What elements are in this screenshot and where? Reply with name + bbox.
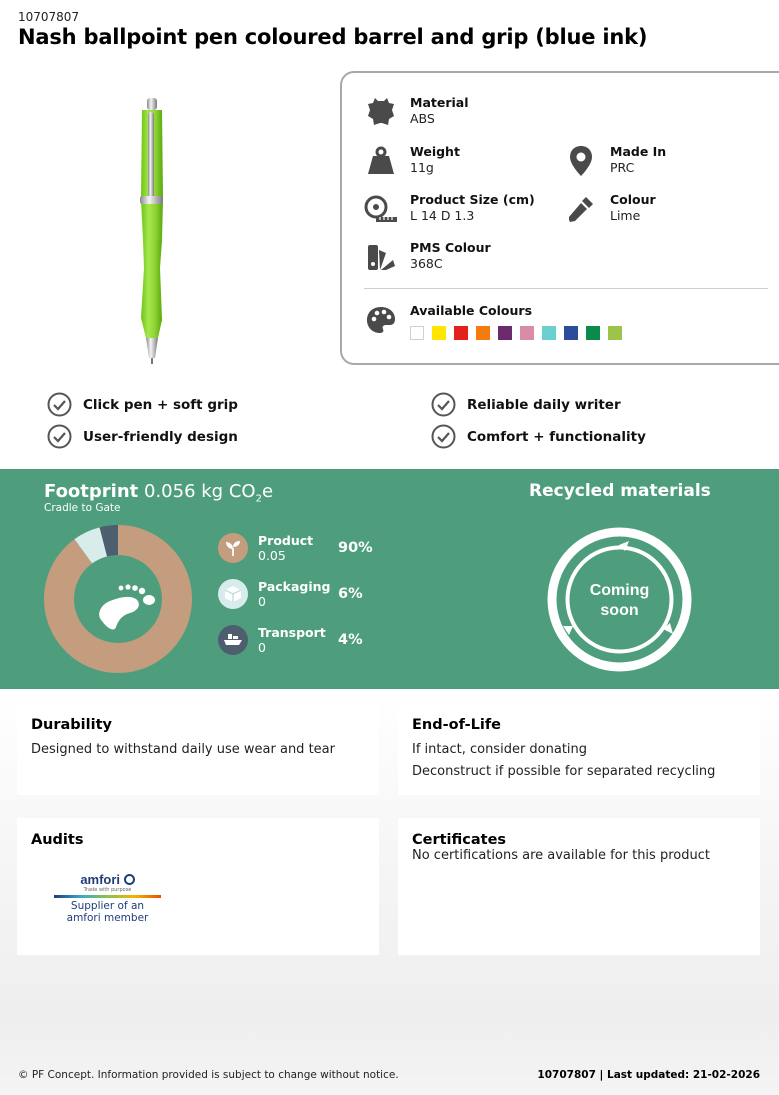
footprint-row-transport <box>218 625 363 655</box>
end-of-life-card <box>398 703 760 795</box>
footprint-item-value: 0 <box>258 594 266 609</box>
certificates-card <box>398 818 760 955</box>
footprint-row-packaging <box>218 579 363 609</box>
amfori-tagline: Trade with purpose <box>83 887 132 893</box>
feature-label: Comfort + functionality <box>467 428 646 445</box>
spec-label: Product Size (cm) <box>410 192 535 207</box>
color-dropper-icon <box>564 192 598 226</box>
spec-weight <box>364 144 460 178</box>
spec-label: Colour <box>610 192 656 207</box>
footer-sku: 10707807 <box>537 1069 596 1081</box>
feature-item <box>431 392 621 417</box>
spec-made-in <box>564 144 666 178</box>
spec-label: PMS Colour <box>410 240 491 255</box>
spec-colour <box>564 192 656 226</box>
spec-label: Made In <box>610 144 667 159</box>
footprint-item-name: Transport <box>258 625 326 640</box>
footer-updated: Last updated: 21-02-2026 <box>607 1069 760 1081</box>
location-pin-icon <box>564 144 598 178</box>
amfori-brand: amfori <box>80 872 121 887</box>
check-circle-icon <box>431 392 456 417</box>
footprint-item-percent: 4% <box>338 632 363 648</box>
spec-pms <box>364 240 491 274</box>
spec-divider <box>364 288 768 289</box>
recycle-icon <box>545 525 694 674</box>
audits-card <box>17 818 379 955</box>
spec-value: PRC <box>610 160 635 175</box>
colour-swatch <box>520 326 534 340</box>
footprint-donut-chart <box>44 525 192 673</box>
spec-value: 368C <box>410 256 443 271</box>
leaf-sprout-icon <box>218 533 248 563</box>
cargo-ship-icon <box>218 625 248 655</box>
footer-meta <box>537 1069 760 1081</box>
end-of-life-line-1: If intact, consider donating <box>412 742 588 757</box>
colour-swatch <box>564 326 578 340</box>
feature-label: Click pen + soft grip <box>83 396 238 413</box>
recycled-line-1: Coming <box>589 582 650 599</box>
certificates-title: Certificates <box>412 832 507 848</box>
amfori-line-1: Supplier of an <box>70 900 145 912</box>
spec-value: ABS <box>410 111 435 126</box>
footprint-item-percent: 90% <box>338 540 373 556</box>
colour-swatch <box>476 326 490 340</box>
amfori-logo <box>50 873 165 935</box>
amfori-line-2: amfori member <box>66 912 149 924</box>
specifications-card <box>340 71 779 365</box>
durability-text: Designed to withstand daily use wear and tear <box>31 742 335 757</box>
product-sku: 10707807 <box>18 10 80 24</box>
durability-card <box>17 703 379 795</box>
spec-label: Weight <box>410 144 460 159</box>
amfori-ring-icon <box>124 874 135 885</box>
check-circle-icon <box>47 392 72 417</box>
footprint-item-name: Product <box>258 533 314 548</box>
audits-title: Audits <box>31 832 84 848</box>
recycled-title: Recycled materials <box>529 481 711 501</box>
feature-item <box>431 424 646 449</box>
amfori-stripe <box>54 895 161 898</box>
footer-separator: | <box>595 1069 608 1081</box>
footprint-section <box>0 469 779 689</box>
end-of-life-title: End-of-Life <box>412 717 502 733</box>
certificates-text: No certifications are available for this product <box>412 848 710 863</box>
durability-title: Durability <box>31 717 112 733</box>
spec-value: L 14 D 1.3 <box>410 208 475 223</box>
swatch-book-icon <box>364 240 398 274</box>
colour-swatch <box>410 326 424 340</box>
leather-hide-icon <box>364 95 398 129</box>
colour-swatch <box>542 326 556 340</box>
footprint-item-name: Packaging <box>258 579 331 594</box>
feature-label: User-friendly design <box>83 428 238 445</box>
colour-swatch <box>586 326 600 340</box>
weight-icon <box>364 144 398 178</box>
footprint-item-value: 0 <box>258 640 266 655</box>
spec-material <box>364 95 469 129</box>
spec-label: Material <box>410 95 469 110</box>
end-of-life-line-2: Deconstruct if possible for separated recycling <box>412 764 716 779</box>
footprint-value: 0.056 kg CO <box>144 481 256 502</box>
recycled-line-2: soon <box>600 602 639 619</box>
footer-disclaimer: © PF Concept. Information provided is subject to change without notice. <box>18 1069 399 1081</box>
colour-swatch <box>432 326 446 340</box>
page-title: Nash ballpoint pen coloured barrel and grip (blue ink) <box>18 25 648 49</box>
feature-item <box>47 424 238 449</box>
footprint-subtitle: Cradle to Gate <box>44 502 121 514</box>
footprint-item-percent: 6% <box>338 586 363 602</box>
feature-item <box>47 392 238 417</box>
spec-available-colours <box>364 303 622 340</box>
colour-swatches <box>410 326 622 340</box>
footprint-subscript: 2 <box>255 493 262 505</box>
colour-swatch <box>454 326 468 340</box>
colour-swatch <box>608 326 622 340</box>
footprint-unit-tail: e <box>261 481 274 502</box>
spec-size <box>364 192 535 226</box>
spec-value: 11g <box>410 160 434 175</box>
footprint-item-value: 0.05 <box>258 548 286 563</box>
palette-icon <box>364 303 398 337</box>
colour-swatch <box>498 326 512 340</box>
check-circle-icon <box>47 424 72 449</box>
footprint-title: Footprint <box>44 481 139 502</box>
spec-label: Available Colours <box>410 303 533 318</box>
product-image <box>100 90 210 375</box>
feature-label: Reliable daily writer <box>467 396 621 413</box>
box-icon <box>218 579 248 609</box>
tape-measure-icon <box>364 192 398 226</box>
check-circle-icon <box>431 424 456 449</box>
footprint-row-product <box>218 533 373 563</box>
spec-value: Lime <box>610 208 641 223</box>
